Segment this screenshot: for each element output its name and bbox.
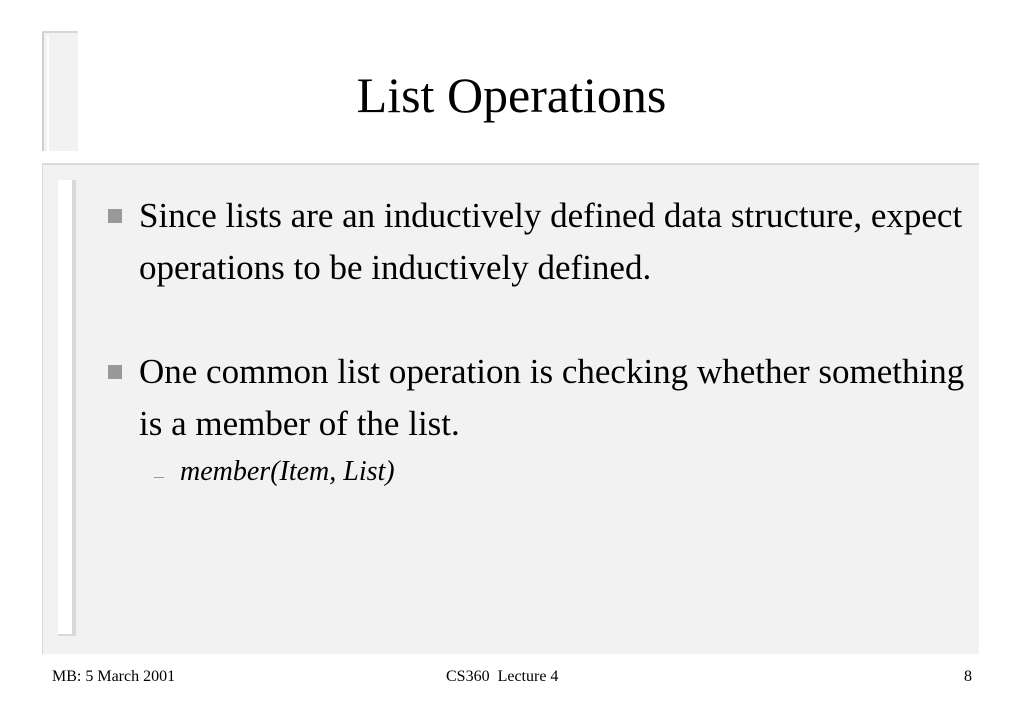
square-bullet-icon bbox=[108, 209, 122, 223]
footer-page-number: 8 bbox=[964, 668, 972, 685]
slide-title: List Operations bbox=[356, 67, 667, 123]
square-bullet-icon bbox=[108, 365, 122, 379]
footer-author-date: MB: 5 March 2001 bbox=[52, 668, 176, 685]
bullet-list bbox=[105, 190, 965, 492]
dash-bullet-icon: – bbox=[154, 465, 164, 487]
sub-bullet-member-signature bbox=[139, 452, 965, 492]
bullet-item-lists-inductive bbox=[105, 190, 965, 294]
sub-bullet-text: member(Item, List) bbox=[180, 456, 395, 487]
footer-course-lecture: CS360 Lecture 4 bbox=[446, 668, 559, 685]
bullet-item-member-operation bbox=[105, 346, 965, 492]
bullet-text: One common list operation is checking whether something is a member of the list. bbox=[139, 352, 965, 443]
content-left-bar-decoration bbox=[58, 180, 76, 636]
bullet-text: Since lists are an inductively defined data structure, expect operations to be inductively defined. bbox=[139, 196, 963, 287]
